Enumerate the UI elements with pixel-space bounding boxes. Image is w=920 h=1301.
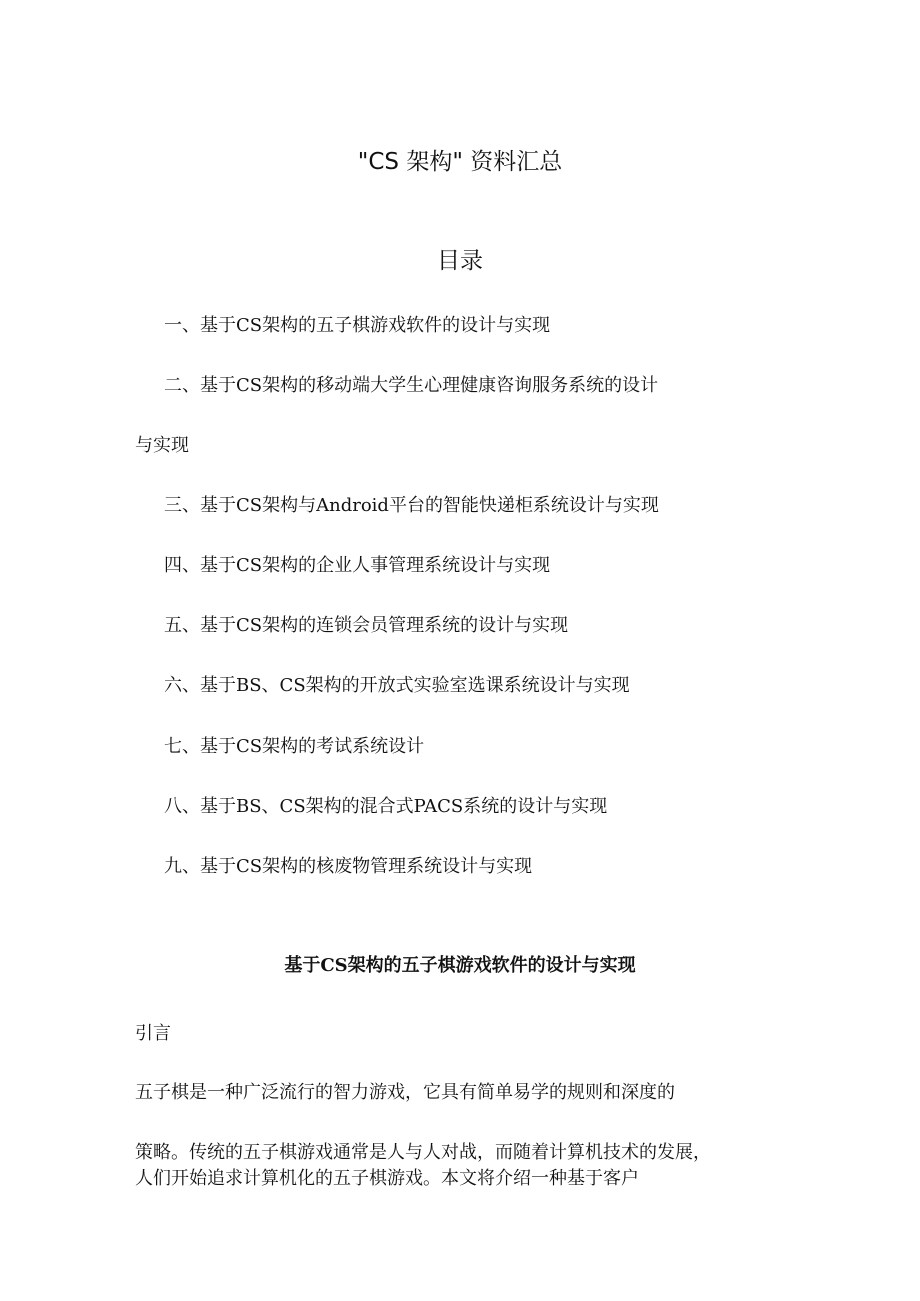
- toc-entry-continuation: 与实现: [135, 435, 189, 456]
- toc-entry: 九、基于CS架构的核废物管理系统设计与实现: [164, 856, 533, 877]
- toc-entry: 二、基于CS架构的移动端大学生心理健康咨询服务系统的设计: [164, 375, 659, 396]
- intro-heading: 引言: [135, 1023, 171, 1044]
- toc-heading: 目录: [437, 248, 483, 274]
- section-title: 基于CS架构的五子棋游戏软件的设计与实现: [284, 955, 636, 976]
- paragraph-line: 五子棋是一种广泛流行的智力游戏，它具有简单易学的规则和深度的: [135, 1082, 675, 1103]
- toc-entry: 一、基于CS架构的五子棋游戏软件的设计与实现: [164, 315, 551, 336]
- toc-entry: 五、基于CS架构的连锁会员管理系统的设计与实现: [164, 615, 569, 636]
- toc-entry: 三、基于CS架构与Android平台的智能快递柜系统设计与实现: [164, 495, 659, 516]
- toc-entry: 八、基于BS、CS架构的混合式PACS系统的设计与实现: [164, 796, 608, 817]
- paragraph-line: 策略。传统的五子棋游戏通常是人与人对战，而随着计算机技术的发展，: [135, 1142, 711, 1163]
- toc-entry: 七、基于CS架构的考试系统设计: [164, 736, 425, 757]
- toc-entry: 四、基于CS架构的企业人事管理系统设计与实现: [164, 555, 551, 576]
- toc-entry: 六、基于BS、CS架构的开放式实验室选课系统设计与实现: [164, 675, 630, 696]
- paragraph-line: 人们开始追求计算机化的五子棋游戏。本文将介绍一种基于客户: [135, 1168, 639, 1189]
- document-title: "CS 架构" 资料汇总: [357, 149, 563, 175]
